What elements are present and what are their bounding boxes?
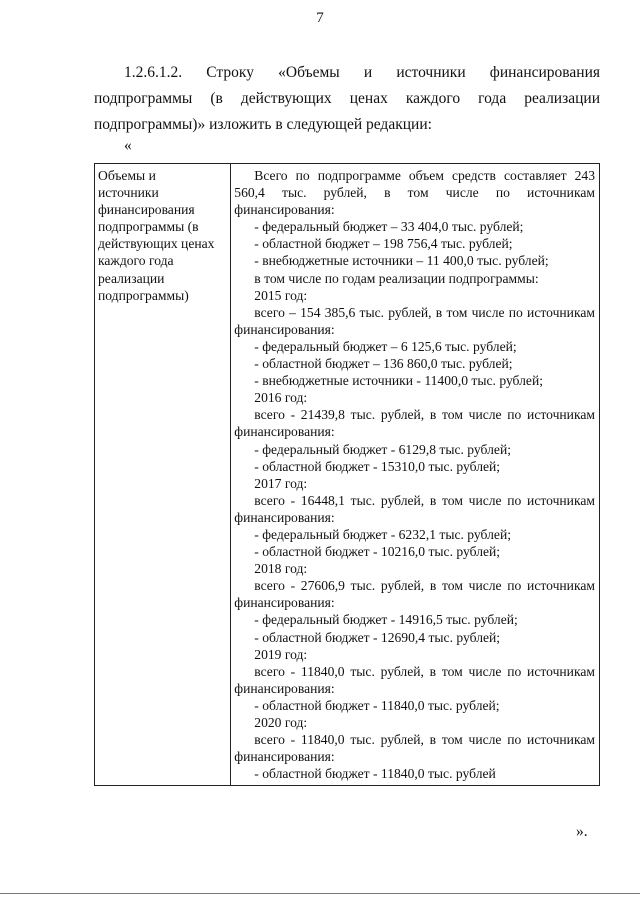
financing-paragraph: Всего по подпрограмме объем средств составляет 243 560,4 тыс. рублей, в том числе по источникам финансирования: [234,168,595,218]
financing-line: - федеральный бюджет - 14916,5 тыс. рублей; [254,612,518,628]
financing-line: - областной бюджет - 12690,4 тыс. рублей; [254,629,501,645]
financing-line: - федеральный бюджет - 6129,8 тыс. рублей; [254,441,511,457]
financing-line: - внебюджетные источники - 11400,0 тыс. рублей; [254,373,544,389]
financing-line: 2018 год: [254,561,308,577]
financing-line: 2017 год: [254,475,308,491]
page-number: 7 [316,10,324,26]
financing-line: - областной бюджет - 10216,0 тыс. рублей; [254,544,501,560]
financing-line: 2019 год: [254,646,308,662]
financing-line: - областной бюджет – 136 860,0 тыс. рублей; [254,356,513,372]
row-label-line: реализации [98,270,165,286]
financing-line: 2020 год: [254,715,308,730]
financing-paragraph: всего - 27606,9 тыс. рублей, в том числе по источникам финансирования: [234,578,595,611]
financing-row [95,164,600,786]
row-content-cell [231,164,600,786]
financing-table [94,163,600,786]
closing-quote: ». [576,823,588,840]
row-label-cell [95,164,231,786]
financing-line: - областной бюджет – 198 756,4 тыс. рублей; [254,236,513,252]
financing-paragraph: всего - 16448,1 тыс. рублей, в том числе по источникам финансирования: [234,492,595,525]
row-label-line: финансирования [98,202,195,218]
financing-line: в том числе по годам реализации подпрограммы: [254,270,539,286]
row-label-line: Объемы и [98,168,156,183]
financing-paragraph: всего - 11840,0 тыс. рублей, в том числе по источникам финансирования: [234,663,595,696]
financing-line: - областной бюджет - 11840,0 тыс. рублей; [254,697,500,713]
financing-line: - областной бюджет - 15310,0 тыс. рублей; [254,458,501,474]
financing-paragraph: всего – 154 385,6 тыс. рублей, в том числе по источникам финансирования: [234,304,595,337]
opening-quote: « [124,137,132,154]
financing-paragraph: всего - 21439,8 тыс. рублей, в том числе по источникам финансирования: [234,407,595,440]
row-label-line: действующих ценах [98,236,215,252]
row-label-line: подпрограммы (в [98,219,199,235]
row-label-line: каждого года [98,253,174,269]
financing-line: - областной бюджет - 11840,0 тыс. рублей [254,766,496,782]
financing-line: 2015 год: [254,287,308,303]
financing-paragraph: всего - 11840,0 тыс. рублей, в том числе по источникам финансирования: [234,732,595,765]
page-bottom-rule [0,893,640,894]
intro-paragraph: 1.2.6.1.2. Строку «Объемы и источники финансирования подпрограммы (в действующих ценах каждого года реализации подпрограммы)» изложить в следующей редакции: [94,64,600,133]
financing-line: - федеральный бюджет - 6232,1 тыс. рублей; [254,526,511,542]
row-label-line: источники [98,185,159,201]
financing-line: 2016 год: [254,390,308,406]
financing-line: - федеральный бюджет – 33 404,0 тыс. рублей; [254,219,524,235]
financing-line: - внебюджетные источники – 11 400,0 тыс. рублей; [254,253,549,269]
financing-line: - федеральный бюджет – 6 125,6 тыс. рублей; [254,338,517,354]
row-label-line: подпрограммы) [98,287,189,303]
